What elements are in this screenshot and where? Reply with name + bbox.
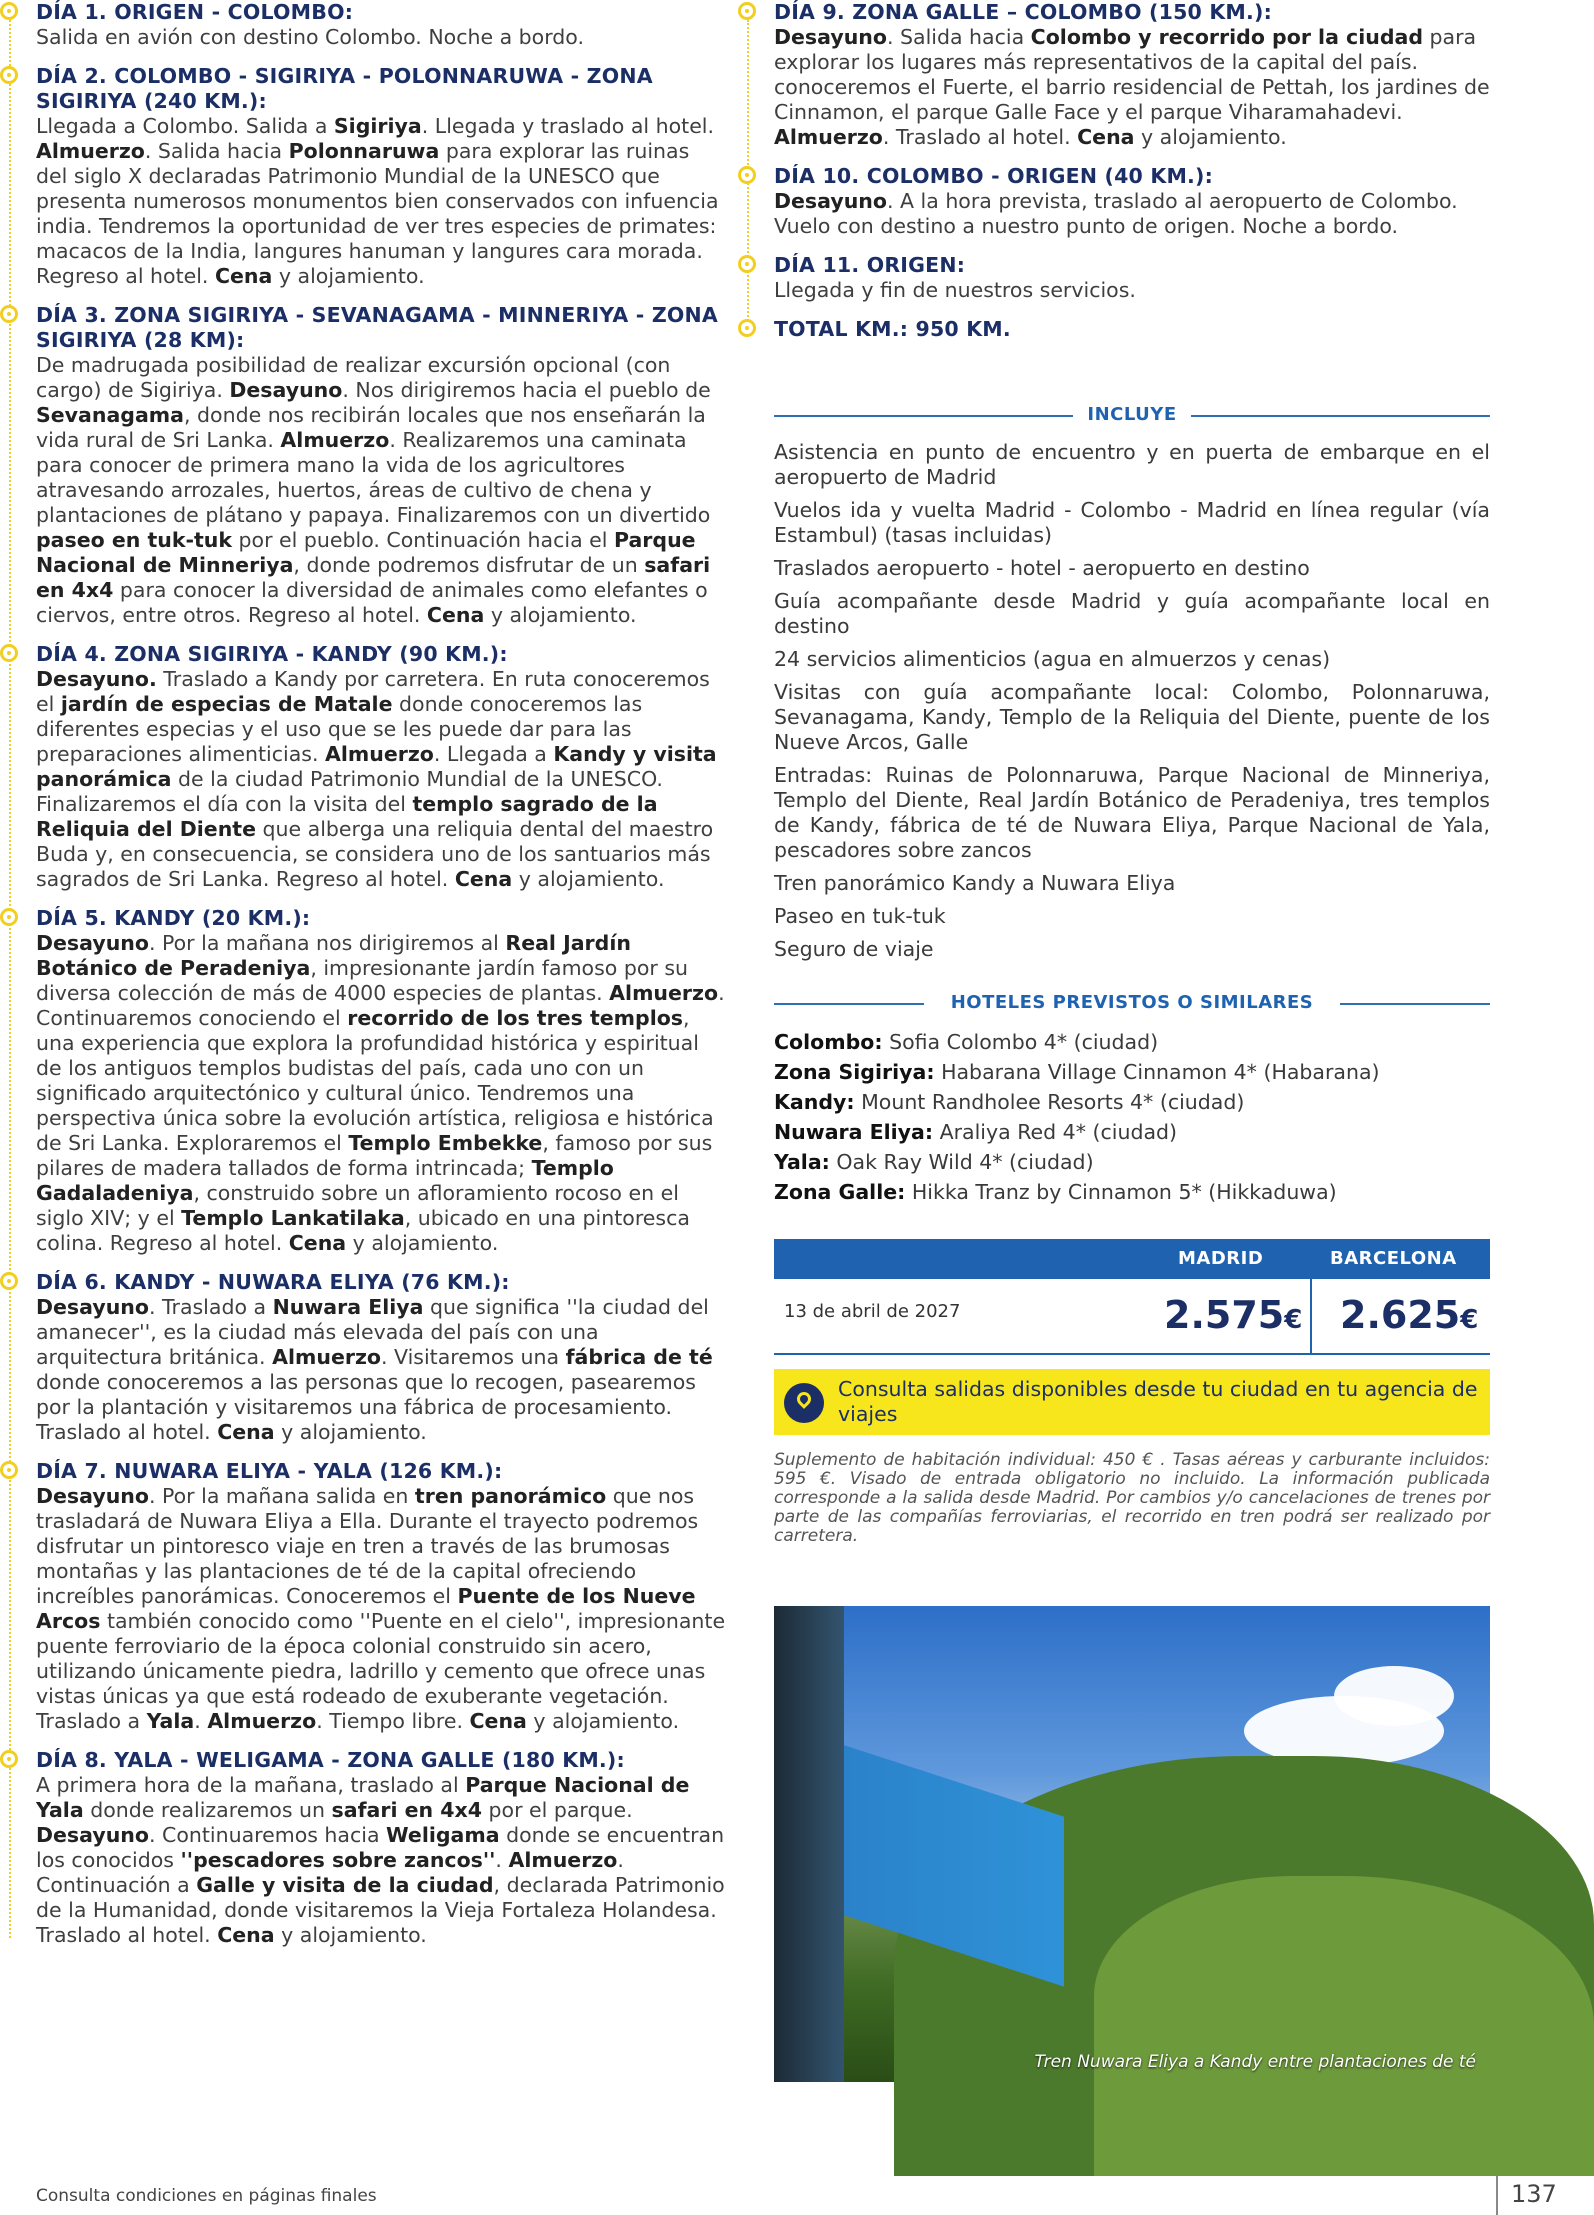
timeline-dot-icon [0, 305, 18, 323]
incluye-header [774, 400, 1490, 430]
hotel-name: Hikka Tranz by Cinnamon 5* (Hikkaduwa) [911, 1180, 1337, 1204]
incluye-list [774, 440, 1490, 962]
day-title: DÍA 10. COLOMBO - ORIGEN (40 KM.): [774, 164, 1214, 188]
hotel-zone: Yala: [774, 1150, 830, 1174]
right-column [774, 0, 1490, 2082]
page-number: 137 [1511, 2180, 1557, 2208]
header-rule [1340, 1003, 1490, 1005]
price-madrid [1164, 1291, 1302, 1344]
hotel-name: Mount Randholee Resorts 4* (ciudad) [861, 1090, 1245, 1114]
day-title: DÍA 8. YALA - WELIGAMA - ZONA GALLE (180 KM.): [36, 1748, 625, 1772]
incluye-item: Vuelos ida y vuelta Madrid - Colombo - Madrid en línea regular (vía Estambul) (tasas incluidas) [774, 498, 1490, 547]
hotel-item [774, 1150, 1490, 1175]
footer-text: Consulta condiciones en páginas finales [36, 2186, 377, 2206]
itinerary-day [774, 253, 1490, 303]
day-description: Desayuno. A la hora prevista, traslado al aeropuerto de Colombo. Vuelo con destino a nuestro punto de origen. Noche a bordo. [774, 189, 1458, 238]
currency-symbol: € [1284, 1305, 1303, 1335]
photo-cloud [1334, 1666, 1454, 1726]
timeline-dot-icon [0, 1750, 18, 1768]
day-description: Desayuno. Por la mañana salida en tren panorámico que nos trasladará de Nuwara Eliya a Ella. Durante el trayecto podremos disfrutar un pintoresco viaje en tren a través de las brumosas montañas y las plantaciones de té de la capital ofreciendo increíbles panorámicas. Conoceremos el Puente de los Nueve Arcos también conocido como ''Puente en el cielo'', impresionante puente ferroviario de la época colonial construido sin acero, utilizando únicamente piedra, ladrillo y cemento que ofrece unas vistas únicas ya que está rodeado de exuberante vegetación. Traslado a Yala. Almuerzo. Tiempo libre. Cena y alojamiento. [36, 1484, 726, 1733]
itinerary-right [774, 0, 1490, 342]
itinerary-day [36, 1459, 726, 1734]
incluye-item: Paseo en tuk-tuk [774, 904, 946, 928]
hotel-item [774, 1180, 1490, 1205]
timeline-dot-icon [738, 255, 756, 273]
day-title: DÍA 9. ZONA GALLE – COLOMBO (150 KM.): [774, 0, 1272, 24]
train-photo [774, 1606, 1490, 2082]
page-number-divider [1496, 2176, 1498, 2215]
price-barcelona-value: 2.625 [1340, 1293, 1461, 1337]
location-pin-icon [784, 1383, 824, 1423]
timeline-dot-icon [738, 2, 756, 20]
timeline-dot-icon [0, 644, 18, 662]
day-description: Desayuno. Traslado a Nuwara Eliya que significa ''la ciudad del amanecer'', es la ciudad más elevada del país con una arquitectura británica. Almuerzo. Visitaremos una fábrica de té donde conoceremos a las personas que lo recogen, pasearemos por la plantación y visitaremos una fábrica de procesamiento. Traslado al hotel. Cena y alojamiento. [36, 1295, 713, 1444]
timeline-dot-icon [0, 1461, 18, 1479]
price-row [774, 1279, 1490, 1355]
hotel-item [774, 1030, 1490, 1055]
departure-date: 13 de abril de 2027 [784, 1301, 961, 1322]
itinerary-day [36, 1748, 726, 1948]
incluye-item: Traslados aeropuerto - hotel - aeropuerto en destino [774, 556, 1310, 580]
day-title: DÍA 7. NUWARA ELIYA - YALA (126 KM.): [36, 1459, 503, 1483]
day-title: DÍA 6. KANDY - NUWARA ELIYA (76 KM.): [36, 1270, 510, 1294]
incluye-title: INCLUYE [1073, 400, 1190, 430]
price-barcelona [1340, 1291, 1478, 1344]
timeline-dot-icon [738, 319, 756, 337]
timeline-dot-icon [0, 2, 18, 20]
currency-symbol: € [1460, 1305, 1479, 1335]
day-title: DÍA 2. COLOMBO - SIGIRIYA - POLONNARUWA - ZONA SIGIRIYA (240 KM.): [36, 64, 653, 113]
banner-text: Consulta salidas disponibles desde tu ciudad en tu agencia de viajes [838, 1377, 1478, 1426]
price-madrid-value: 2.575 [1164, 1293, 1285, 1337]
itinerary-day [36, 303, 726, 628]
timeline-dot-icon [0, 908, 18, 926]
hotel-zone: Zona Galle: [774, 1180, 906, 1204]
itinerary-day [36, 64, 726, 289]
day-description: A primera hora de la mañana, traslado al Parque Nacional de Yala donde realizaremos un safari en 4x4 por el parque. Desayuno. Continuaremos hacia Weligama donde se encuentran los conocidos ''pescadores sobre zancos''. Almuerzo. Continuación a Galle y visita de la ciudad, declarada Patrimonio de la Humanidad, donde visitaremos la Vieja Fortaleza Holandesa. Traslado al hotel. Cena y alojamiento. [36, 1773, 725, 1947]
hotel-zone: Zona Sigiriya: [774, 1060, 935, 1084]
price-table-header [774, 1239, 1490, 1279]
day-description: Desayuno. Salida hacia Colombo y recorrido por la ciudad para explorar los lugares más representativos de la capital del país. conoceremos el Fuerte, el barrio residencial de Pettah, los jardines de Cinnamon, el parque Galle Face y el parque Viharamahadevi. Almuerzo. Traslado al hotel. Cena y alojamiento. [774, 25, 1490, 149]
incluye-item: Seguro de viaje [774, 937, 934, 961]
hotel-name: Sofia Colombo 4* (ciudad) [889, 1030, 1159, 1054]
departures-banner [774, 1369, 1490, 1435]
itinerary-day [36, 906, 726, 1256]
hotel-zone: Nuwara Eliya: [774, 1120, 934, 1144]
header-rule [774, 1003, 924, 1005]
day-title: DÍA 3. ZONA SIGIRIYA - SEVANAGAMA - MINNERIYA - ZONA SIGIRIYA (28 KM): [36, 303, 718, 352]
itinerary-day [36, 0, 726, 50]
day-title: TOTAL KM.: 950 KM. [774, 317, 1011, 341]
hotel-name: Oak Ray Wild 4* (ciudad) [836, 1150, 1094, 1174]
day-description: Desayuno. Por la mañana nos dirigiremos al Real Jardín Botánico de Peradeniya, impresionante jardín famoso por su diversa colección de más de 4000 especies de plantas. Almuerzo. Continuaremos conociendo el recorrido de los tres templos, una experiencia que explora la profundidad histórica y espiritual de los antiguos templos budistas del país, cada uno con un significado arquitectónico y cultural único. Tendremos una perspectiva única sobre la evolución artística, religiosa e histórica de Sri Lanka. Exploraremos el Templo Embekke, famoso por sus pilares de madera tallados de forma intrincada; Templo Gadaladeniya, construido sobre un afloramiento rocoso en el siglo XIV; y el Templo Lankatilaka, ubicado en una pintoresca colina. Regreso al hotel. Cena y alojamiento. [36, 931, 725, 1255]
day-description: Llegada y fin de nuestros servicios. [774, 278, 1136, 302]
incluye-item: Visitas con guía acompañante local: Colombo, Polonnaruwa, Sevanagama, Kandy, Templo de la Reliquia del Diente, puente de los Nueve Arcos, Galle [774, 680, 1490, 754]
photo-window-frame [774, 1606, 844, 2082]
price-col-barcelona: BARCELONA [1330, 1248, 1457, 1269]
incluye-item: Guía acompañante desde Madrid y guía acompañante local en destino [774, 589, 1490, 638]
hotel-name: Araliya Red 4* (ciudad) [939, 1120, 1178, 1144]
header-rule [1190, 415, 1490, 417]
photo-tea-plantation [1094, 1876, 1594, 2176]
hotel-name: Habarana Village Cinnamon 4* (Habarana) [941, 1060, 1380, 1084]
hotel-zone: Kandy: [774, 1090, 855, 1114]
day-description: Llegada a Colombo. Salida a Sigiriya. Llegada y traslado al hotel. Almuerzo. Salida hacia Polonnaruwa para explorar las ruinas del siglo X declaradas Patrimonio Mundial de la UNESCO que presenta numerosos monumentos bien conservados con infuencia india. Tendremos la oportunidad de ver tres especies de primates: macacos de la India, langures hanuman y langures cara morada. Regreso al hotel. Cena y alojamiento. [36, 114, 719, 288]
day-title: DÍA 4. ZONA SIGIRIYA - KANDY (90 KM.): [36, 642, 508, 666]
left-column [36, 0, 726, 1962]
hoteles-title: HOTELES PREVISTOS O SIMILARES [937, 988, 1328, 1018]
day-title: DÍA 1. ORIGEN - COLOMBO: [36, 0, 354, 24]
incluye-item: Asistencia en punto de encuentro y en puerta de embarque en el aeropuerto de Madrid [774, 440, 1490, 489]
incluye-item: Entradas: Ruinas de Polonnaruwa, Parque Nacional de Minneriya, Templo del Diente, Real Jardín Botánico de Peradeniya, tres templos de Kandy, fábrica de té de Nuwara Eliya, Parque Nacional de Yala, pescadores sobre zancos [774, 763, 1490, 862]
itinerary-day [36, 1270, 726, 1445]
incluye-item: Tren panorámico Kandy a Nuwara Eliya [774, 871, 1176, 895]
itinerary-day [36, 642, 726, 892]
timeline-dot-icon [738, 166, 756, 184]
itinerary-left [36, 0, 726, 1948]
price-table [774, 1239, 1490, 1355]
hoteles-header [774, 988, 1490, 1018]
conditions-note: Suplemento de habitación individual: 450 € . Tasas aéreas y carburante incluidos: 595 €. Visado de entrada obligatorio no incluido. La información publicada corresponde a la salida desde Madrid. Por cambios y/o cancelaciones de trenes por parte de las compañías ferroviarias, el recorrido en tren podrá ser realizado por carretera. [774, 1450, 1490, 1546]
hotel-item [774, 1120, 1490, 1145]
day-title: DÍA 11. ORIGEN: [774, 253, 966, 277]
day-description: Desayuno. Traslado a Kandy por carretera. En ruta conoceremos el jardín de especias de Matale donde conoceremos las diferentes especias y el uso que se les puede dar para las preparaciones alimenticias. Almuerzo. Llegada a Kandy y visita panorámica de la ciudad Patrimonio Mundial de la UNESCO. Finalizaremos el día con la visita del templo sagrado de la Reliquia del Diente que alberga una reliquia dental del maestro Buda y, en consecuencia, se considera uno de los santuarios más sagrados de Sri Lanka. Regreso al hotel. Cena y alojamiento. [36, 667, 717, 891]
day-title: DÍA 5. KANDY (20 KM.): [36, 906, 311, 930]
day-description: Salida en avión con destino Colombo. Noche a bordo. [36, 25, 585, 49]
itinerary-day [774, 317, 1490, 342]
price-separator [1310, 1279, 1312, 1353]
header-rule [774, 415, 1074, 417]
itinerary-day [774, 0, 1490, 150]
price-col-madrid: MADRID [1178, 1248, 1264, 1269]
hotel-item [774, 1090, 1490, 1115]
hotel-item [774, 1060, 1490, 1085]
itinerary-day [774, 164, 1490, 239]
timeline-dot-icon [0, 66, 18, 84]
incluye-item: 24 servicios alimenticios (agua en almuerzos y cenas) [774, 647, 1331, 671]
hotel-list [774, 1030, 1490, 1205]
photo-caption: Tren Nuwara Eliya a Kandy entre plantaciones de té [1034, 2052, 1476, 2072]
hotel-zone: Colombo: [774, 1030, 883, 1054]
day-description: De madrugada posibilidad de realizar excursión opcional (con cargo) de Sigiriya. Desayuno. Nos dirigiremos hacia el pueblo de Sevanagama, donde nos recibirán locales que nos enseñarán la vida rural de Sri Lanka. Almuerzo. Realizaremos una caminata para conocer de primera mano la vida de los agricultores atravesando arrozales, huertos, áreas de cultivo de chena y plantaciones de plátano y papaya. Finalizaremos con un divertido paseo en tuk-tuk por el pueblo. Continuación hacia el Parque Nacional de Minneriya, donde podremos disfrutar de un safari en 4x4 para conocer la diversidad de animales como elefantes o ciervos, entre otros. Regreso al hotel. Cena y alojamiento. [36, 353, 711, 627]
timeline-dot-icon [0, 1272, 18, 1290]
